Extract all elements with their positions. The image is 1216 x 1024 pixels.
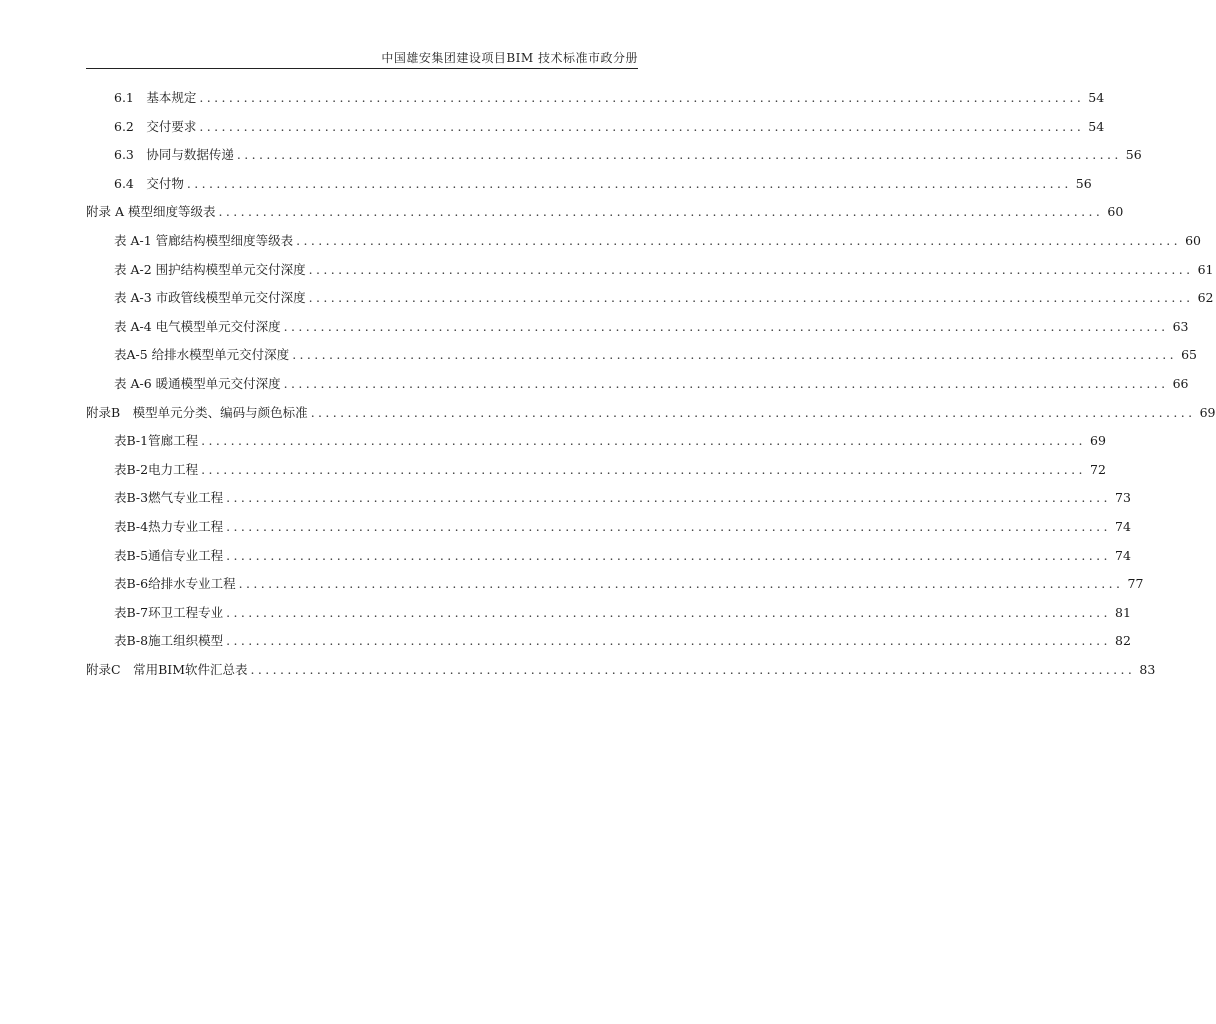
toc-entry-page-number: 74 [1115, 518, 1131, 534]
dot-leader: ........................................................................................................................ [226, 604, 1111, 620]
toc-entry-label: 表B-5通信专业工程 [114, 547, 224, 563]
dot-leader: ........................................................................................................................ [201, 461, 1086, 477]
dot-leader: ........................................................................................................................ [218, 204, 1104, 220]
toc-entry[interactable] [86, 284, 1214, 313]
toc-entry[interactable] [86, 542, 1131, 571]
dot-leader: ........................................................................................................................ [186, 175, 1072, 191]
toc-entry[interactable] [86, 256, 1214, 285]
toc-entry-page-number: 65 [1181, 347, 1197, 363]
dot-leader: ........................................................................................................................ [226, 490, 1111, 506]
dot-leader: ........................................................................................................................ [226, 547, 1111, 563]
toc-entry[interactable] [86, 456, 1106, 485]
toc-entry-page-number: 73 [1115, 490, 1131, 506]
dot-leader: ........................................................................................................................ [283, 318, 1169, 334]
dot-leader: ........................................................................................................................ [199, 118, 1085, 134]
dot-leader: ........................................................................................................................ [236, 147, 1122, 163]
toc-entry-label: 表B-6给排水专业工程 [114, 576, 236, 592]
toc-entry-label: 6.1 基本规定 [114, 90, 197, 105]
toc-entry[interactable] [86, 370, 1189, 399]
toc-entry-label: 表 A-3 市政管线模型单元交付深度 [114, 290, 306, 306]
toc-entry[interactable] [86, 399, 1216, 428]
toc-entry-page-number: 74 [1115, 547, 1131, 563]
toc-entry-page-number: 69 [1199, 404, 1216, 420]
toc-entry-page-number: 56 [1075, 175, 1092, 191]
toc-entry[interactable] [86, 227, 1201, 256]
toc-entry-label: 表B-7环卫工程专业 [114, 604, 224, 620]
toc-entry-label: 附录 A 模型细度等级表 [86, 204, 216, 220]
dot-leader: ........................................................................................................................ [292, 347, 1177, 363]
toc-entry-label: 6.2 交付要求 [114, 118, 197, 134]
dot-leader: ........................................................................................................................ [226, 633, 1111, 649]
toc-entry-label: 表B-1管廊工程 [114, 433, 199, 449]
dot-leader: ........................................................................................................................ [296, 232, 1181, 248]
toc-entry-label: 表B-8施工组织模型 [114, 633, 224, 649]
toc-entry-page-number: 62 [1197, 290, 1214, 306]
toc-entry-page-number: 60 [1185, 232, 1201, 248]
dot-leader: ........................................................................................................................ [238, 576, 1124, 592]
toc-entry-label: 表 A-6 暖通模型单元交付深度 [114, 375, 281, 391]
header-divider [86, 68, 638, 69]
toc-entry-page-number: 77 [1127, 576, 1144, 592]
toc-entry[interactable] [86, 599, 1131, 628]
toc-entry-label: 表B-4热力专业工程 [114, 518, 224, 534]
dot-leader: ........................................................................................................................ [308, 261, 1194, 277]
toc-entry-page-number: 69 [1090, 433, 1106, 449]
toc-entry-label: 表 A-4 电气模型单元交付深度 [114, 318, 281, 334]
toc-entry-label: 6.3 协同与数据传递 [114, 147, 234, 163]
toc-entry-page-number: 83 [1139, 661, 1156, 677]
toc-entry-label: 表A-5 给排水模型单元交付深度 [114, 347, 290, 363]
toc-entry-label: 表B-2电力工程 [114, 461, 199, 477]
dot-leader: ........................................................................................................................ [250, 661, 1136, 677]
toc-entry-label: 6.4 交付物 [114, 175, 184, 191]
dot-leader: ........................................................................................................................ [201, 433, 1086, 449]
toc-entry[interactable] [86, 113, 1105, 142]
toc-entry[interactable] [86, 427, 1106, 456]
page-header-title: 中国雄安集团建设项目BIM 技术标准市政分册 [381, 51, 638, 65]
dot-leader: ........................................................................................................................ [226, 518, 1111, 534]
toc-entry-label: 附录C 常用BIM软件汇总表 [86, 661, 248, 677]
toc-entry[interactable] [86, 513, 1131, 542]
toc-entry-page-number: 82 [1115, 633, 1131, 649]
toc-entry-label: 附录B 模型单元分类、编码与颜色标准 [86, 404, 308, 420]
dot-leader: ........................................................................................................................ [283, 375, 1169, 391]
table-of-contents [86, 84, 1216, 684]
toc-entry-page-number: 66 [1172, 375, 1189, 391]
toc-entry-label: 表 A-1 管廊结构模型细度等级表 [114, 232, 294, 248]
toc-entry[interactable] [86, 141, 1142, 170]
toc-entry-page-number: 61 [1197, 261, 1214, 277]
toc-entry[interactable] [86, 170, 1092, 199]
dot-leader: ........................................................................................................................ [308, 290, 1194, 306]
toc-entry[interactable] [86, 484, 1131, 513]
toc-entry[interactable] [86, 656, 1156, 685]
toc-entry[interactable] [86, 313, 1189, 342]
toc-entry[interactable] [86, 84, 1105, 113]
toc-entry-page-number: 63 [1172, 318, 1189, 334]
toc-entry-page-number: 56 [1125, 147, 1142, 163]
toc-entry-label: 表 A-2 围护结构模型单元交付深度 [114, 261, 306, 277]
dot-leader: ........................................................................................................................ [199, 90, 1085, 105]
toc-entry[interactable] [86, 198, 1124, 227]
toc-entry-page-number: 54 [1088, 118, 1105, 134]
toc-entry-page-number: 81 [1115, 604, 1131, 620]
toc-entry-page-number: 60 [1107, 204, 1124, 220]
toc-entry-page-number: 54 [1088, 90, 1105, 105]
toc-entry[interactable] [86, 627, 1131, 656]
toc-entry-page-number: 72 [1090, 461, 1106, 477]
toc-entry[interactable] [86, 341, 1197, 370]
dot-leader: ........................................................................................................................ [310, 404, 1196, 420]
toc-entry[interactable] [86, 570, 1144, 599]
toc-entry-label: 表B-3燃气专业工程 [114, 490, 224, 506]
